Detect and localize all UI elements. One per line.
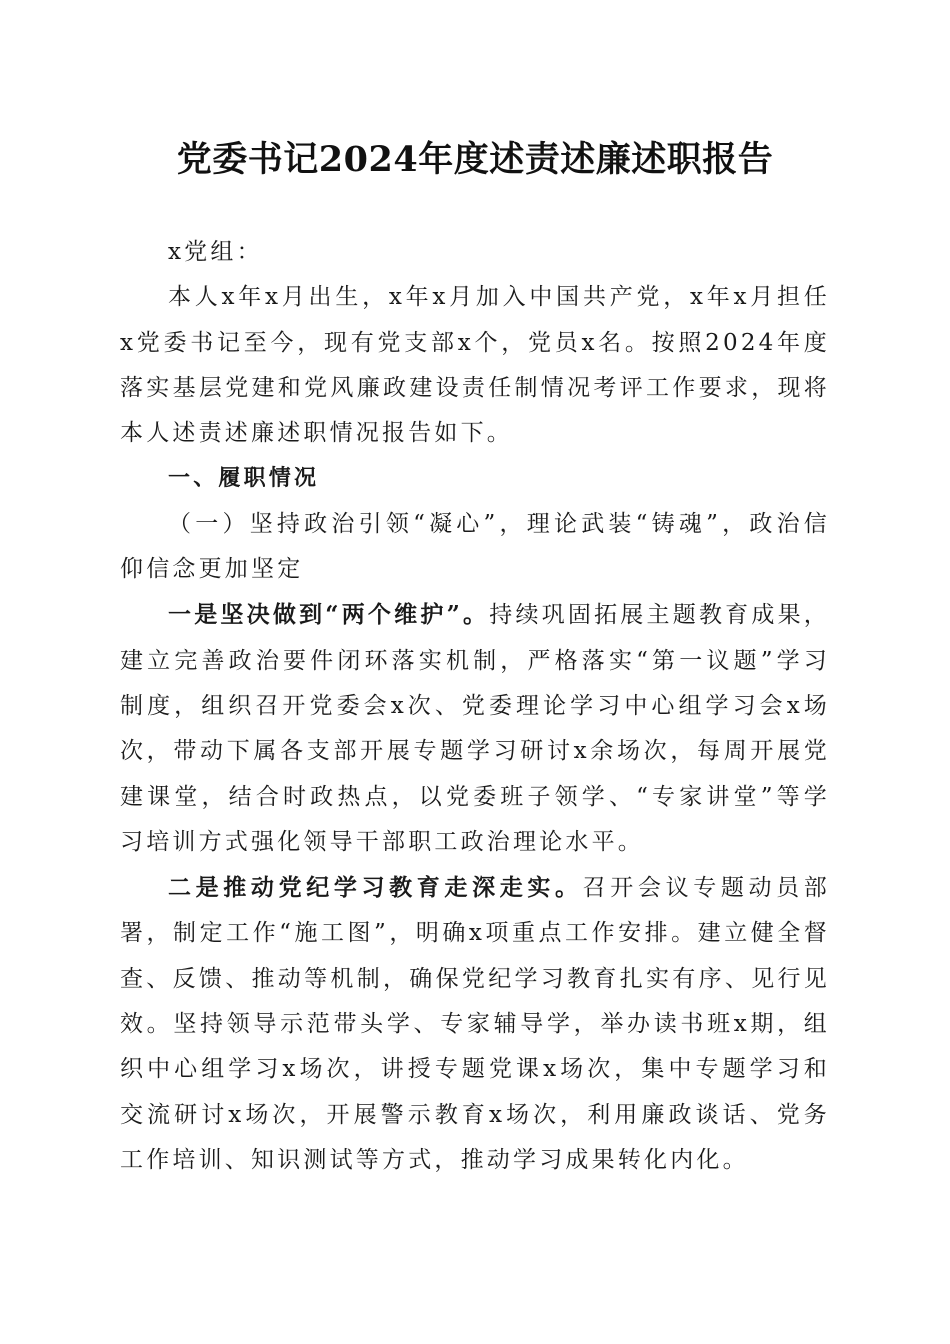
item-text: 召开会议专题动员部署，制定工作“施工图”，明确x项重点工作安排。建立健全督查、反馈、推动等机制，确保党纪学习教育扎实有序、见行见效。坚持领导示范带头学、专家辅导学，举办读书班x期，组织中心组学习x场次，讲授专题党课x场次，集中专题学习和交流研讨x场次，开展警示教育x场次，利用廉政谈话、党务工作培训、知识测试等方式，推动学习成果转化内化。 [120, 875, 830, 1173]
document-body [120, 230, 830, 1183]
item-text: 持续巩固拓展主题教育成果，建立完善政治要件闭环落实机制，严格落实“第一议题”学习制度，组织召开党委会x次、党委理论学习中心组学习会x场次，带动下属各支部开展专题学习研讨x余场次，每周开展党建课堂，结合时政热点，以党委班子领学、“专家讲堂”等学习培训方式强化领导干部职工政治理论水平。 [120, 602, 830, 855]
intro-paragraph: 本人x年x月出生，x年x月加入中国共产党，x年x月担任x党委书记至今，现有党支部x个，党员x名。按照2024年度落实基层党建和党风廉政建设责任制情况考评工作要求，现将本人述责述廉述职情况报告如下。 [120, 284, 830, 447]
subsection-heading-political-guidance: （一）坚持政治引领“凝心”，理论武装“铸魂”，政治信仰信念更加坚定 [120, 510, 830, 583]
salutation: x党组： [168, 239, 263, 265]
section-heading-performance: 一、履职情况 [168, 466, 320, 492]
item-paragraph-two-safeguards [120, 592, 830, 865]
document-title: 党委书记2024年度述责述廉述职报告 [176, 139, 774, 180]
item-lead: 一是坚决做到“两个维护”。 [168, 601, 490, 629]
item-lead: 二是推动党纪学习教育走深走实。 [168, 874, 583, 902]
item-paragraph-discipline-education [120, 865, 830, 1183]
